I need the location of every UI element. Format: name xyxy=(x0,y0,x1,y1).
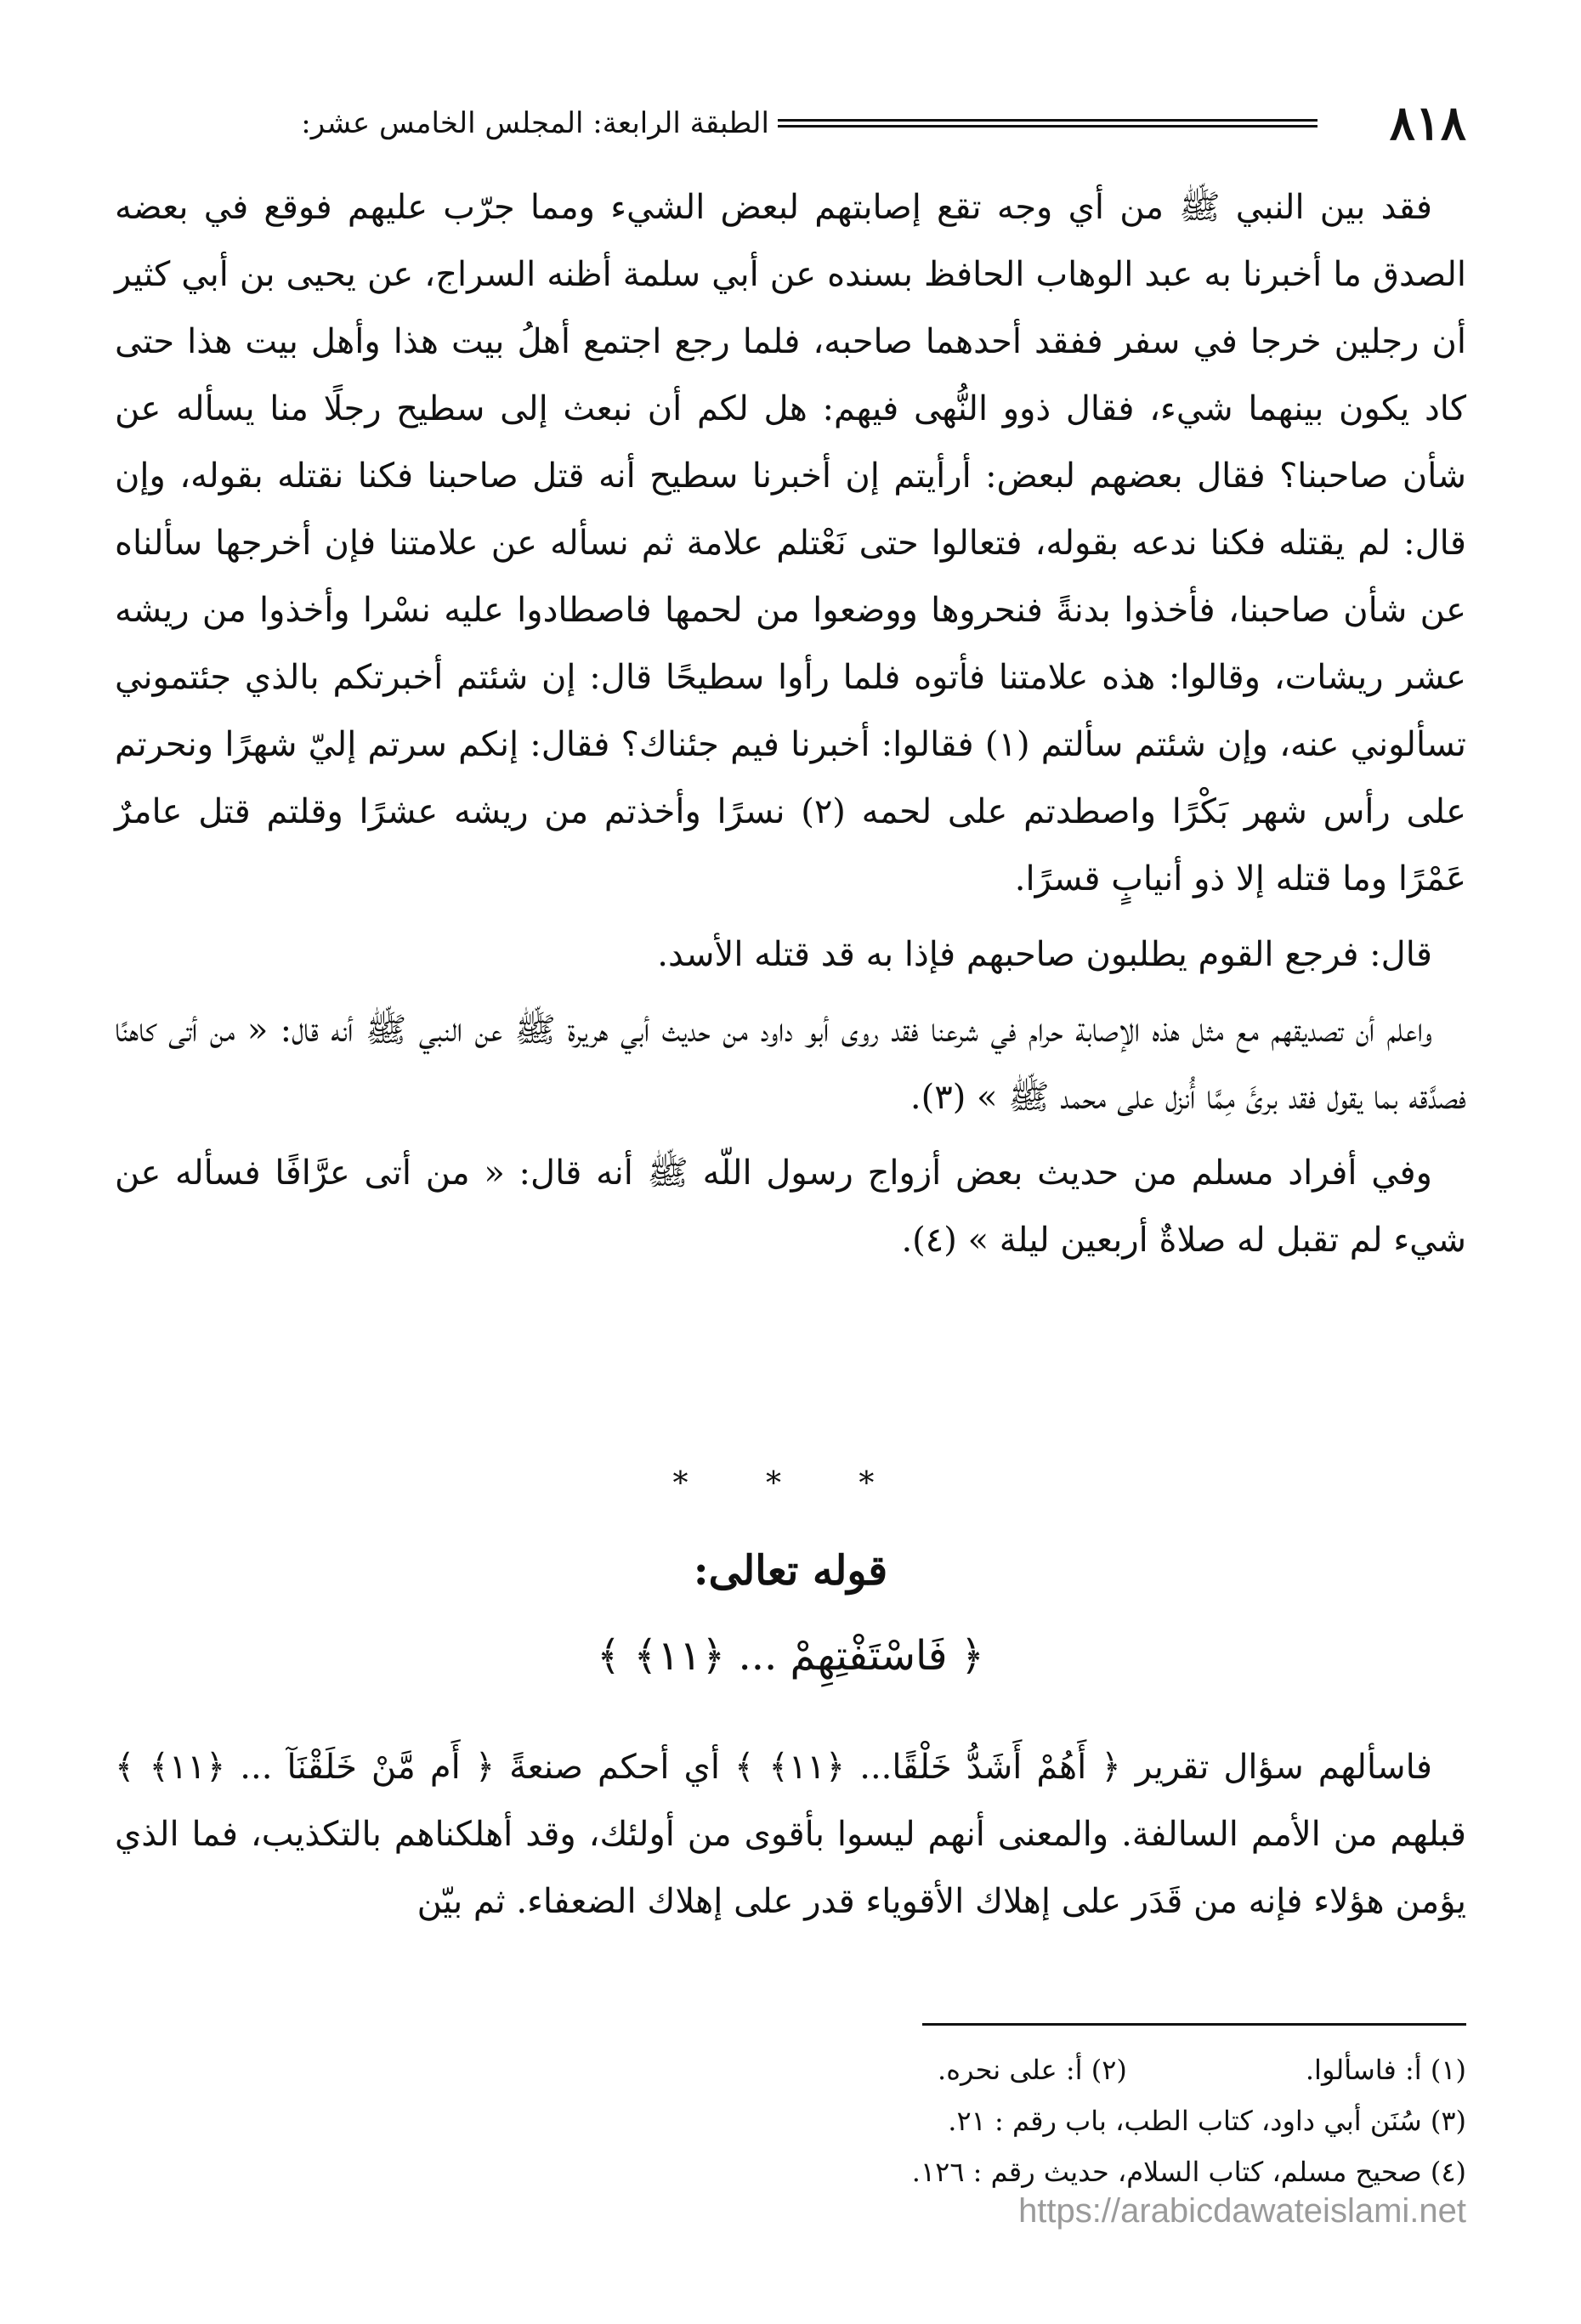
running-title: الطبقة الرابعة: المجلس الخامس عشر: xyxy=(301,106,769,140)
paragraph: فقد بين النبي ﷺ من أي وجه تقع إصابتهم لبعض الشيء ومما جرّب عليهم فوقع في بعضه الصدق ما أخبرنا به عبد الوهاب الحافظ بسنده عن أبي سلمة أظنه السراج، عن يحيى بن أبي كثير أن رجلين خرجا في سفر ففقد أحدهما صاحبه، فلما رجع اجتمع أهلُ بيت هذا وأهل بيت هذا حتى كاد يكون بينهما شيء، فقال ذوو النُّهى فيهم: هل لكم أن نبعث إلى سطيح رجلًا منا يسأله عن شأن صاحبنا؟ فقال بعضهم لبعض: أرأيتم إن أخبرنا سطيح أنه قتل صاحبنا فكنا نقتله بقوله، وإن قال: لم يقتله فكنا ندعه بقوله، فتعالوا حتى نَعْتلم علامة ثم نسأله عن علامتنا فإن أخرجها سألناه عن شأن صاحبنا، فأخذوا بدنةً فنحروها ووضعوا من لحمها فاصطادوا عليه نسْرا وأخذوا من ريشه عشر ريشات، وقالوا: هذه علامتنا فأتوه فلما رأوا سطيحًا قال: إن شئتم أخبرتكم بالذي جئتموني تسألوني عنه، وإن شئتم سألتم (١) فقالوا: أخبرنا فيم جئناك؟ فقال: إنكم سرتم إليّ شهرًا ونحرتم على رأس شهر بَكْرًا واصطدتم على لحمه (٢) نسرًا وأخذتم من ريشه عشرًا وقلتم قتل عامرٌ عَمْرًا وما قتله إلا ذو أنيابٍ قسرًا. xyxy=(115,188,1467,898)
footnote-3: (٣) سُنَن أبي داود، كتاب الطب، باب رقم : ٢١. xyxy=(948,2105,1466,2137)
section-separator: * * * xyxy=(672,1466,909,1501)
commentary-text xyxy=(115,1734,1466,1944)
section-heading: قوله تعالى: xyxy=(693,1547,888,1595)
footnote-row xyxy=(115,2044,1466,2095)
watermark-url: https://arabicdawateislami.net xyxy=(1018,2192,1466,2230)
header-double-rule xyxy=(778,119,1318,128)
paragraph: واعلم أن تصديقهم مع مثل هذه الإصابة حرام في شرعنا فقد روى أبو داود من حديث أبي هريرة ﷺ عن النبي ﷺ أنه قال: « من أتى كاهنًا فصدَّقه بما يقول فقد برئَ مِمَّا أُنزل على محمد ﷺ » (٣). xyxy=(115,1011,1466,1117)
paragraph: فاسألهم سؤال تقرير ﴿ أَهُمْ أَشَدُّ خَلْقًا... ﴿١١﴾ ﴾ أي أحكم صنعةً ﴿ أَم مَّنْ خَلَقْنَآ ... ﴿١١﴾ ﴾ قبلهم من الأمم السالفة. والمعنى أنهم ليسوا بأقوى من أولئك، وقد أهلكناهم بالتكذيب، فما الذي يؤمن هؤلاء فإنه من قَدَر على إهلاك الأقوياء قدر على إهلاك الضعفاء. ثم بيّن xyxy=(115,1748,1466,1921)
footnote-4: (٤) صحيح مسلم، كتاب السلام، حديث رقم : ١٢٦. xyxy=(911,2156,1466,2188)
page-header xyxy=(106,94,1466,153)
footnote-divider xyxy=(922,2023,1466,2026)
page-number: ٨١٨ xyxy=(1389,95,1466,151)
footnote-1: (١) أ: فاسألوا. xyxy=(1305,2054,1466,2086)
footnotes xyxy=(115,2044,1466,2197)
paragraph: وفي أفراد مسلم من حديث بعض أزواج رسول اللّه ﷺ أنه قال: « من أتى عرَّافًا فسأله عن شيء لم تقبل له صلاةٌ أربعين ليلة » (٤). xyxy=(115,1153,1466,1260)
footnote-2: (٢) أ: على نحره. xyxy=(938,2054,1127,2086)
main-text xyxy=(115,174,1466,1283)
paragraph: قال: فرجع القوم يطلبون صاحبهم فإذا به قد قتله الأسد. xyxy=(657,935,1432,974)
quran-verse: ﴿ فَاسْتَفْتِهِمْ ... ﴿١١﴾ ﴾ xyxy=(597,1632,984,1680)
